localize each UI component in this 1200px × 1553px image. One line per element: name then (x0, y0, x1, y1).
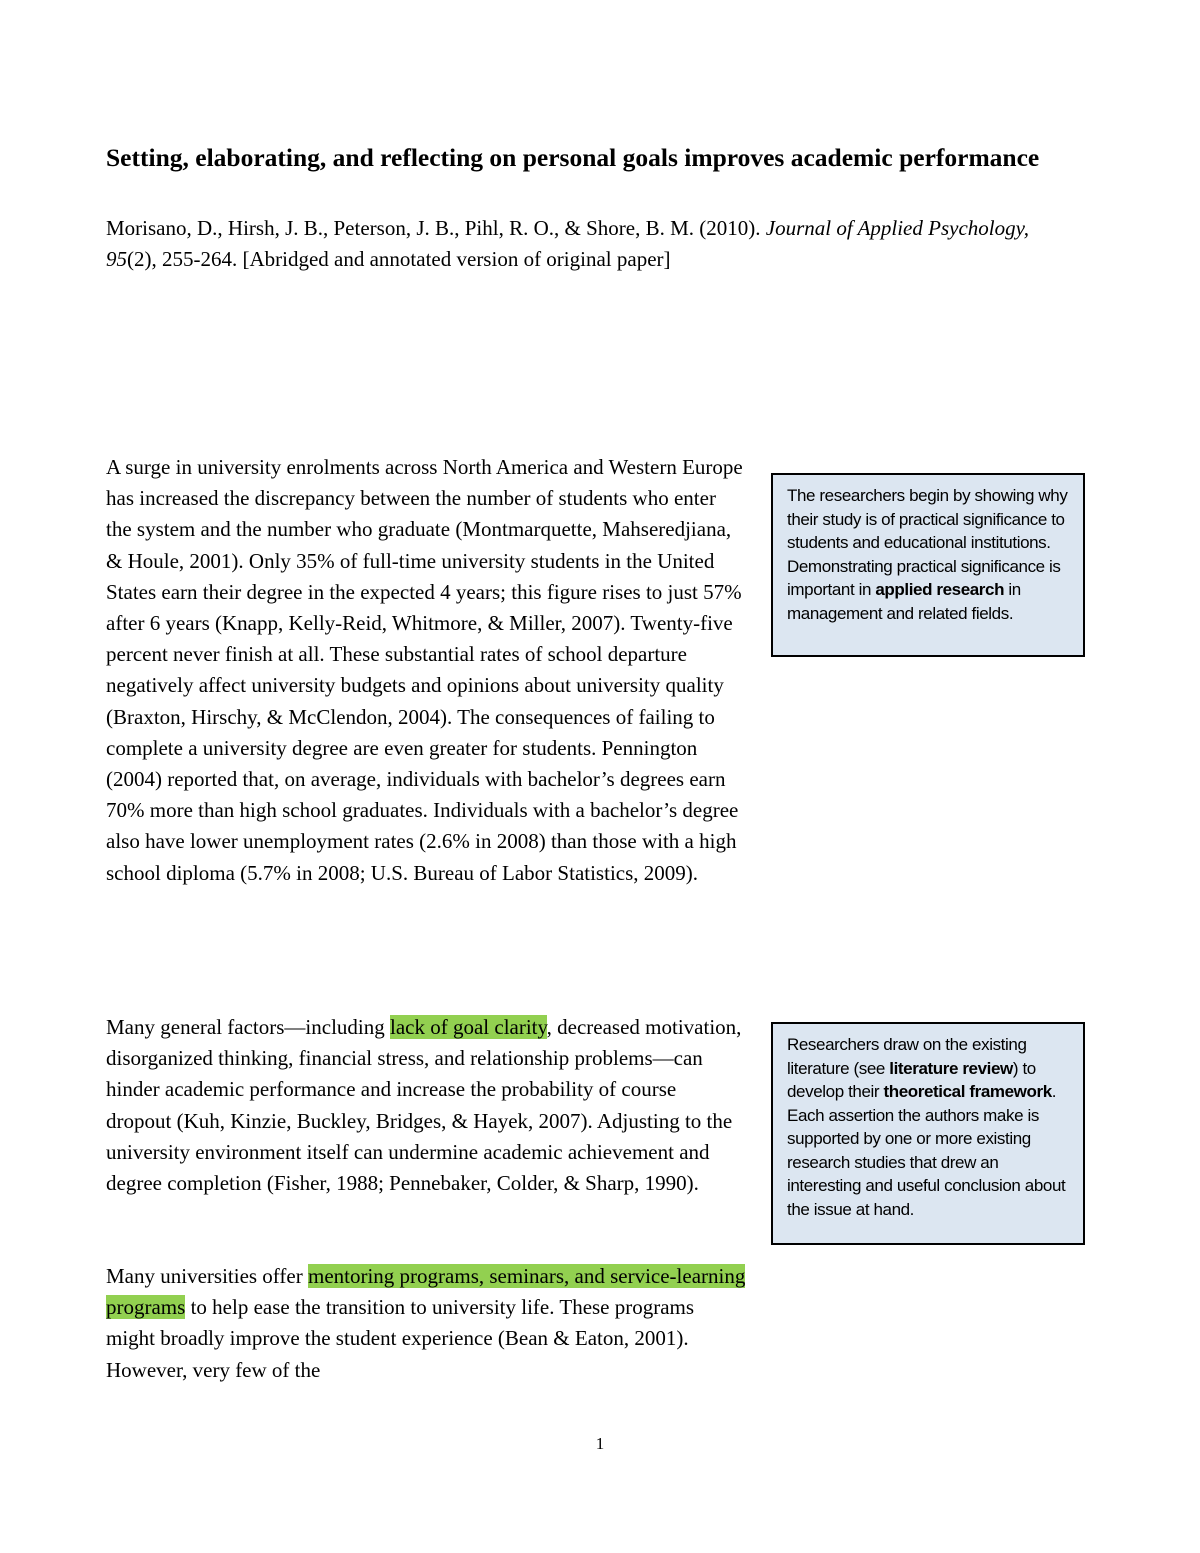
note-2-term-literature-review: literature review (889, 1058, 1013, 1078)
page-number: 1 (595, 1434, 605, 1453)
highlight-goal-clarity: lack of goal clarity (390, 1015, 547, 1039)
paper-title: Setting, elaborating, and reflecting on personal goals improves academic performance (106, 143, 1040, 172)
note-1-term-applied-research: applied research (875, 580, 1005, 599)
paragraph-2 (106, 1012, 746, 1199)
paragraph-3 (106, 1261, 746, 1386)
paragraph-1: A surge in university enrolments across North America and Western Europe has increased the discrepancy between the number of students who enter the system and the number who graduate (Montmarquette, Mahseredjiana, & Houle, 2001). Only 35% of full-time university students in the United States earn their degree in the expected 4 years; this figure rises to just 57% after 6 years (Knapp, Kelly-Reid, Whitmore, & Miller, 2007). Twenty-five percent never finish at all. These substantial rates of school departure negatively affect university budgets and opinions about university quality (Braxton, Hirschy, & McClendon, 2004). The consequences of failing to complete a university degree are even greater for students. Pennington (2004) reported that, on average, individuals with bachelor’s degrees earn 70% more than high school graduates. Individuals with a bachelor’s degree also have lower unemployment rates (2.6% in 2008) than those with a high school diploma (5.7% in 2008; U.S. Bureau of Labor Statistics, 2009). (106, 455, 743, 885)
paragraph-2-end: , decreased motivation, disorganized thinking, financial stress, and relationship problems—can hinder academic performance and increase the probability of course dropout (Kuh, Kinzie, Buckley, Bridges, & Hayek, 2007). Adjusting to the university environment itself can undermine academic achievement and degree completion (Fisher, 1988; Pennebaker, Colder, & Sharp, 1990). (106, 1015, 742, 1196)
note-2-text-middle: ) to develop their (787, 1058, 1036, 1101)
highlight-programs: mentoring programs, seminars, and service-learning programs (106, 1264, 746, 1320)
paragraph-3-start: Many universities offer (106, 1264, 308, 1288)
note-2-text-start: Researchers draw on the existing literature (see (787, 1035, 1027, 1078)
note-2-text-end: . Each assertion the authors make is supported by one or more existing research studies that drew an interesting and useful conclusion about the issue at hand. (787, 1082, 1066, 1219)
note-1-text-start: The researchers begin by showing why their study is of practical significance to students and educational institutions. Demonstrating practical significance is important in (787, 486, 1068, 599)
paragraph-2-start: Many general factors—including (106, 1015, 390, 1039)
paragraph-3-end: to help ease the transition to university life. These programs might broadly improve the student experience (Bean & Eaton, 2001). However, very few of the (106, 1295, 695, 1382)
annotation-box-literature (771, 1022, 1085, 1245)
citation (106, 213, 1066, 275)
citation-authors: Morisano, D., Hirsh, J. B., Peterson, J. B., Pihl, R. O., & Shore, B. M. (2010). (106, 216, 766, 240)
annotation-box-practical-significance (771, 473, 1085, 657)
citation-journal: Journal of Applied Psychology, 95 (106, 216, 1030, 271)
note-2-term-theoretical-framework: theoretical framework (883, 1082, 1052, 1101)
citation-issue-pages: (2), 255-264. (127, 247, 243, 271)
note-1-text-end: in management and related fields. (787, 580, 1021, 623)
citation-note: [Abridged and annotated version of original paper] (242, 247, 671, 271)
